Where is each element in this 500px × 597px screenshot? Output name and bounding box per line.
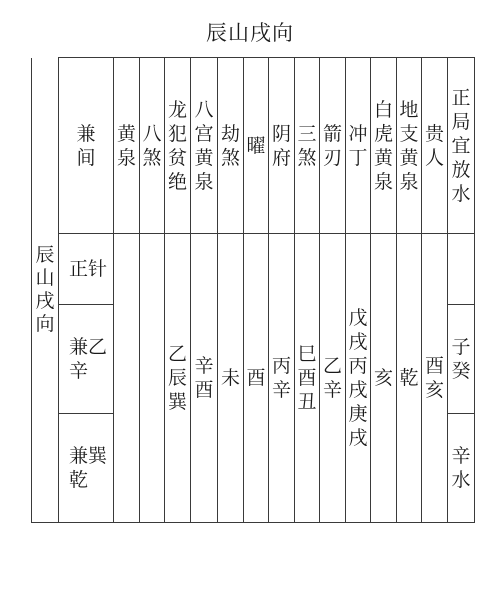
header-jianren: 箭刃 [320,58,346,234]
header-bagong: 八宫黄泉 [191,58,218,234]
cell-fangshui-r3: 辛水 [448,414,475,523]
yellow-spring-table [31,57,475,523]
row-label-jian-yixin: 兼乙辛 [59,305,114,414]
row-label-zhengzhen: 正针 [59,234,114,305]
cell-basha [140,234,165,523]
header-longfan: 龙犯贫绝 [165,58,191,234]
cell-yinfu: 丙辛 [269,234,295,523]
header-fangshui: 正局宜放水 [448,58,475,234]
row-group-label: 辰山戌向 [32,58,59,523]
header-dizhi: 地支黄泉 [397,58,422,234]
cell-fangshui-r2: 子癸 [448,305,475,414]
header-yao: 曜 [244,58,269,234]
cell-fangshui-r1 [448,234,475,305]
cell-sansha: 巳酉丑 [295,234,320,523]
header-guiren: 贵人 [422,58,448,234]
page-title: 辰山戌向 [206,21,294,45]
header-sansha: 三煞 [295,58,320,234]
table-wrapper [31,57,475,523]
cell-baihu: 亥 [371,234,397,523]
header-baihu: 白虎黄泉 [371,58,397,234]
cell-longfan: 乙辰巽 [165,234,191,523]
row-label-jian-xunqian: 兼巽乾 [59,414,114,523]
cell-huangquan [114,234,140,523]
cell-yao: 酉 [244,234,269,523]
header-jiesha: 劫煞 [218,58,244,234]
cell-jiesha: 未 [218,234,244,523]
header-yinfu: 阴府 [269,58,295,234]
header-chongding: 冲丁 [346,58,371,234]
cell-chongding: 戊戌丙戌庚戌 [346,234,371,523]
cell-jianren: 乙辛 [320,234,346,523]
cell-guiren: 酉亥 [422,234,448,523]
header-huangquan: 黄泉 [114,58,140,234]
cell-bagong: 辛酉 [191,234,218,523]
header-basha: 八煞 [140,58,165,234]
cell-dizhi: 乾 [397,234,422,523]
header-jianjian: 兼间 [59,58,114,234]
